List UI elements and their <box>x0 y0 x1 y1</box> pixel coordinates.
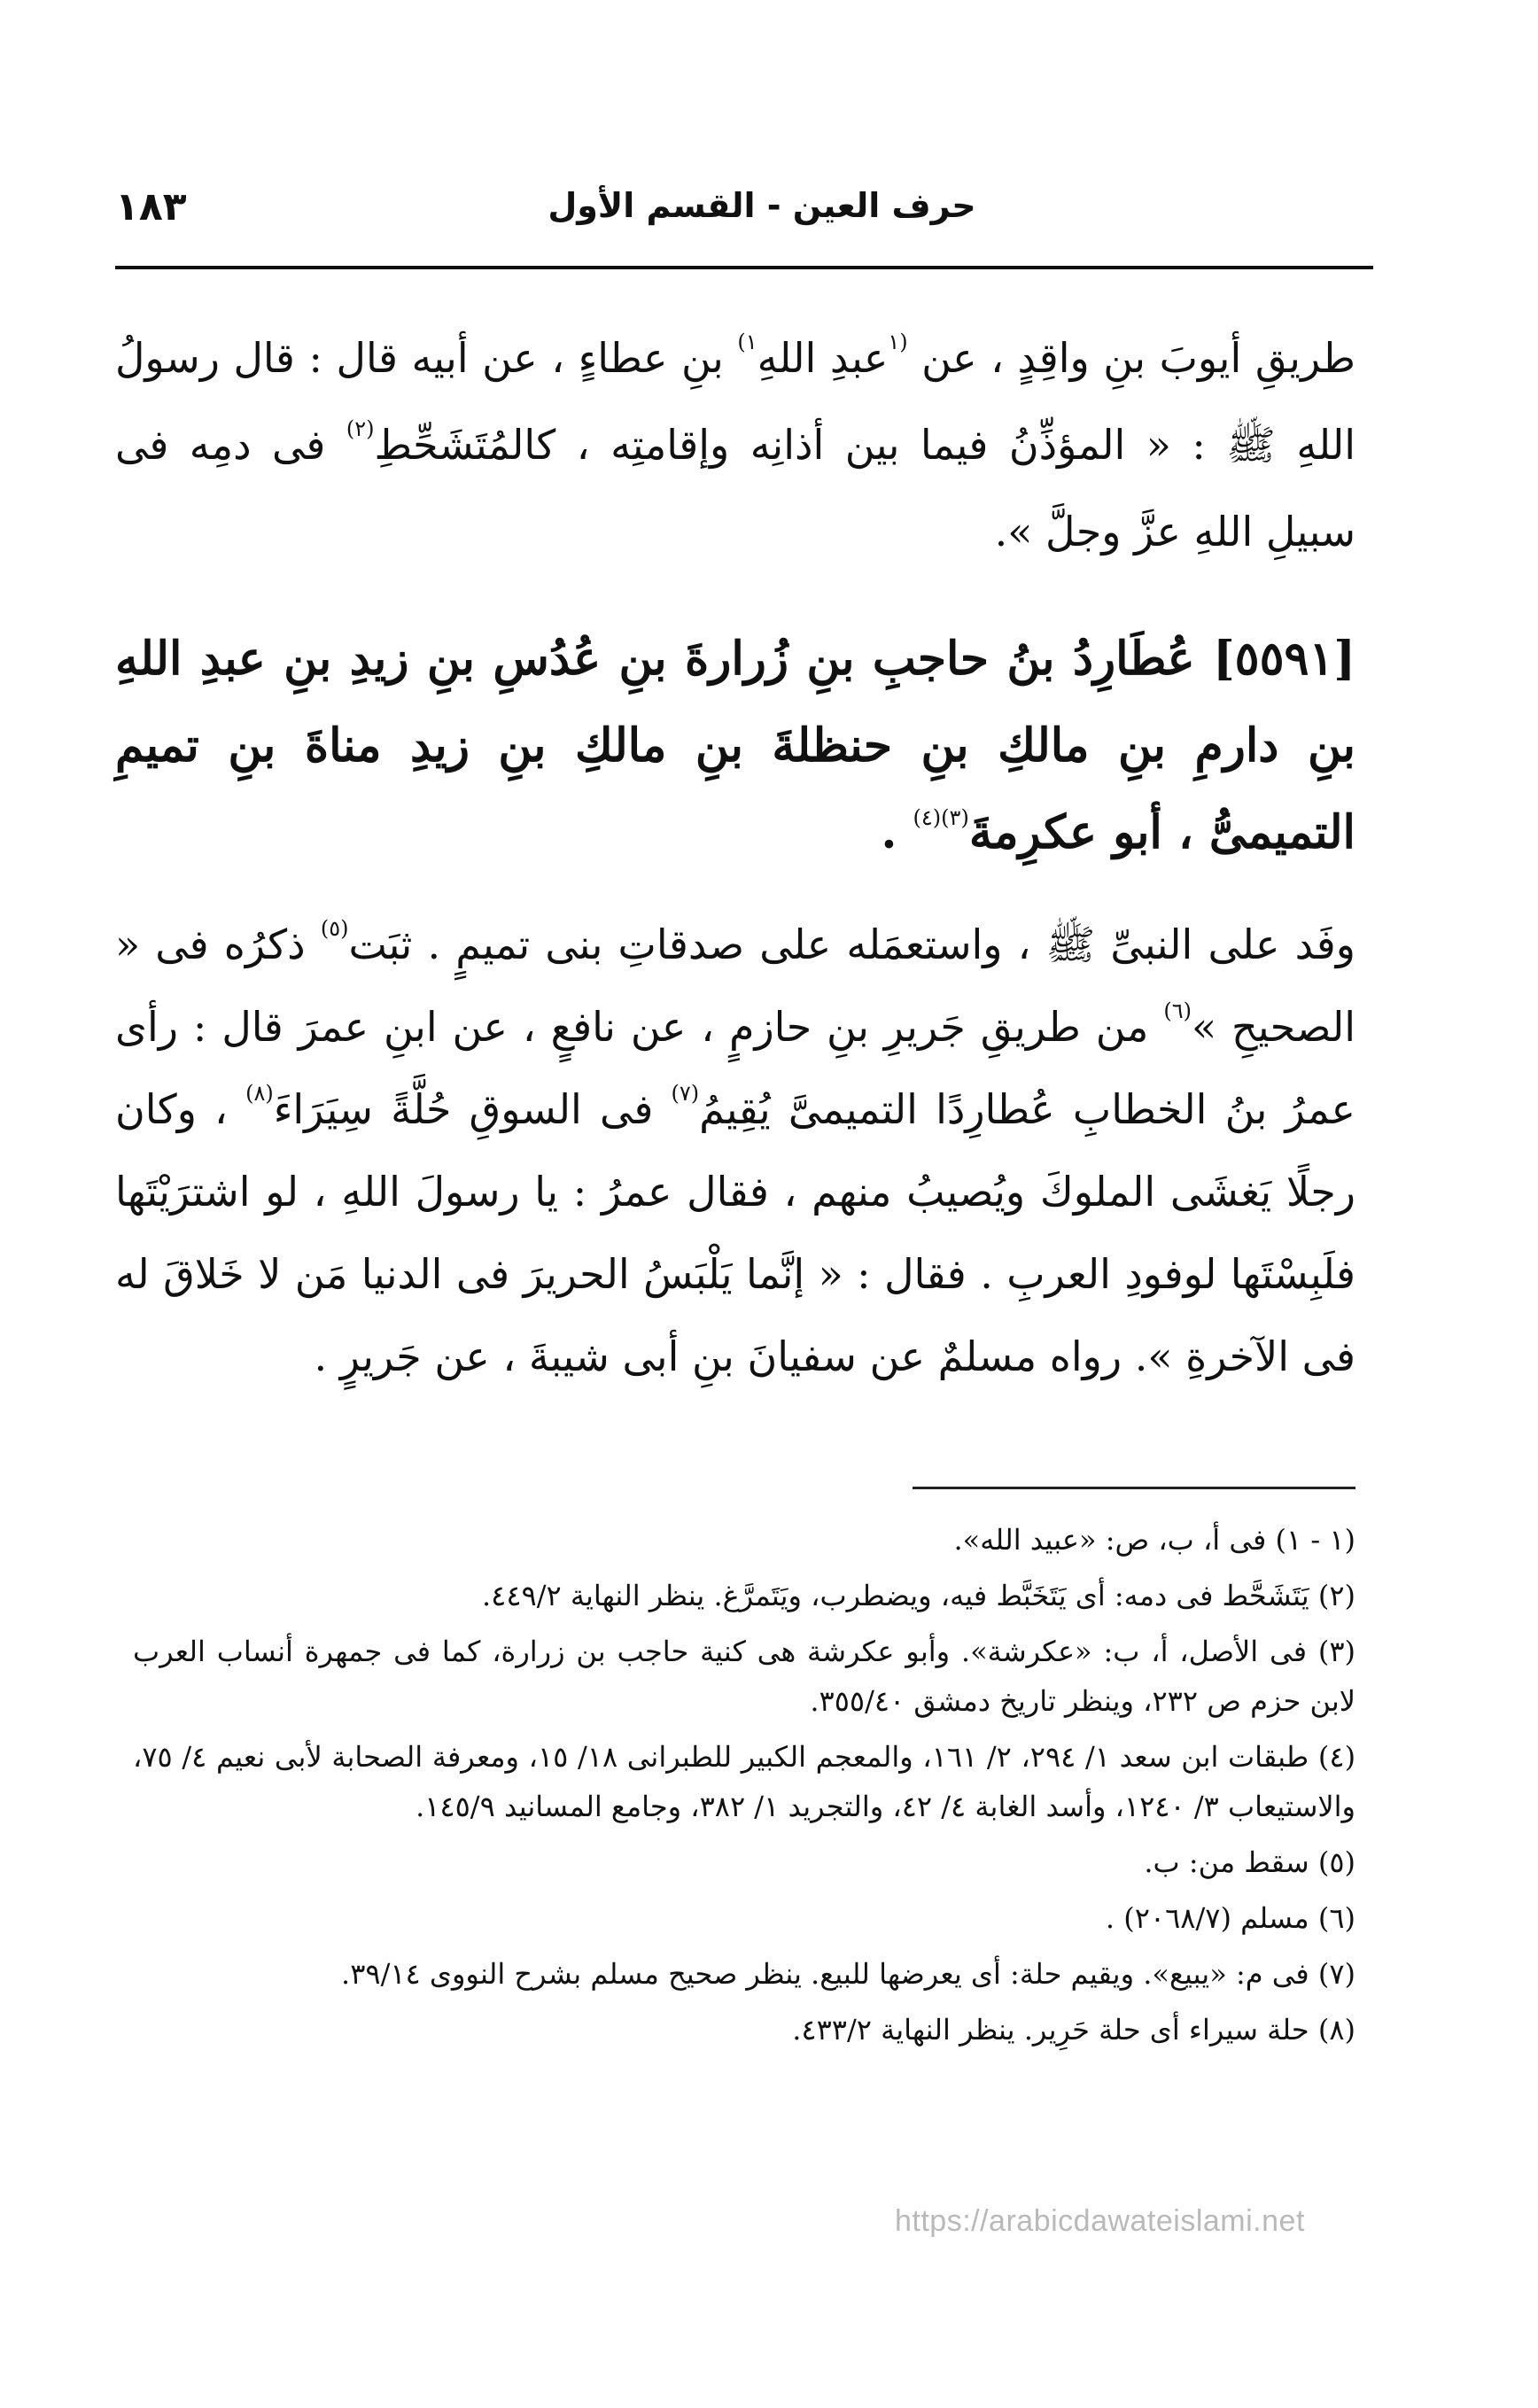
footnote-ref: ١) <box>737 330 757 354</box>
paragraph-text: طريقِ أيوبَ بنِ واقِدٍ ، عن <box>907 334 1355 382</box>
entry-heading-text: [٥٥٩١] عُطَارِدُ بنُ حاجبِ بنِ زُرارةَ بنِ عُدُسِ بنِ زيدِ بنِ عبدِ اللهِ بنِ دارمِ بنِ مالكِ بنِ حنظلةَ بنِ مالكِ بنِ زيدِ مناةَ بنِ تميمِ التميمىُّ ، أبو عكرِمةَ <box>115 632 1355 859</box>
footnote-ref: (٦) <box>1163 998 1192 1023</box>
footnote-ref: (١ <box>888 330 908 354</box>
page-number: ١٨٣ <box>115 184 187 229</box>
entry-heading-end: . <box>881 805 913 859</box>
page-header <box>115 177 1373 257</box>
paragraph-text: بنِ عطاءٍ ، عن أبيه قال : قال رسولُ اللهِ ﷺ : « المؤذِّنُ فيما بين أذانِه وإقامتِه ، كالمُتَشَحِّطِ <box>115 334 1356 469</box>
footnote-item: (٢) يَتَشَحَّط فى دمه: أى يَتَخَبَّط فيه، ويضطرب، ويَتَمرَّغ. ينظر النهاية ٤٤٩/٢. <box>481 1579 1355 1612</box>
paragraph-text: وفَد على النبىِّ ﷺ ، واستعمَله على صدقاتِ بنى تميمٍ . ثبَت <box>348 920 1355 968</box>
footnote-item: (٥) سقط من: ب. <box>1144 1845 1355 1879</box>
footnote-ref: (٤) <box>913 805 942 830</box>
footnote-item: (٧) فى م: «يبيع». ويقيم حلة: أى يعرضها للبيع. ينظر صحيح مسلم بشرح النووى ٣٩/١٤. <box>341 1957 1355 1991</box>
footnote-item: (١ - ١) فى أ، ب، ص: «عبيد الله». <box>953 1523 1355 1557</box>
paragraph-text: من طريقِ جَريرِ بنِ حازمٍ ، عن نافعٍ ، عن ابنِ عمرَ قال : رأى عمرُ بنُ الخطابِ عُطارِدًا التميمىَّ يُقِيمُ <box>115 1003 1355 1133</box>
paragraph-hadith <box>115 315 1355 575</box>
footnote-item: (٣) فى الأصل، أ، ب: «عكرشة». وأبو عكرشة هى كنية حاجب بن زرارة، كما فى جمهرة أنساب العرب لابن حزم ص ٢٣٢، وينظر تاريخ دمشق ٣٥٥/٤٠. <box>133 1635 1355 1718</box>
footnote-ref: (٨) <box>245 1081 274 1106</box>
footnote-ref: (٧) <box>671 1081 700 1106</box>
footnote-item: (٦) مسلم (٢٠٦٨/٧) . <box>1105 1901 1355 1935</box>
footnote-ref: (٣) <box>941 805 969 830</box>
header-rule <box>115 266 1373 269</box>
paragraph-text: فى دمِه فى سبيلِ اللهِ عزَّ وجلَّ ». <box>115 421 1355 555</box>
footnote-ref: (٢) <box>346 416 375 441</box>
paragraph-text: ذكرُه فى « الصحيحِ » <box>115 920 1355 1051</box>
paragraph-text: عبدِ اللهِ <box>757 334 889 382</box>
footnote-separator <box>913 1487 1355 1489</box>
footnote-item: (٨) حلة سيراء أى حلة حَرِير. ينظر النهاية ٤٣٣/٢. <box>792 2013 1355 2047</box>
paragraph-biography <box>115 904 1355 1398</box>
watermark-url: https://arabicdawateislami.net <box>895 2204 1305 2238</box>
footnote-ref: (٥) <box>320 916 349 941</box>
paragraph-text: ، وكان رجلًا يَغشَى الملوكَ ويُصيبُ منهم ، فقال عمرُ : يا رسولَ اللهِ ، لو اشترَيْتَها فلَبِسْتَها لوفودِ العربِ . فقال : « إنَّما يَلْبَسُ الحريرَ فى الدنيا مَن لا خَلاقَ له فى الآخرةِ ». رواه مسلمٌ عن سفيانَ بنِ أبى شيبةَ ، عن جَريرٍ . <box>115 1085 1355 1380</box>
running-title: حرف العين - القسم الأول <box>548 186 976 225</box>
entry-heading <box>115 616 1355 876</box>
paragraph-text: فى السوقِ حُلَّةً سِيَرَاءَ <box>273 1085 672 1133</box>
footnotes <box>133 1515 1355 2061</box>
footnote-item: (٤) طبقات ابن سعد ١/ ٢٩٤، ٢/ ١٦١، والمعجم الكبير للطبرانى ١٨/ ١٥، ومعرفة الصحابة لأبى نعيم ٤/ ٧٥، والاستيعاب ٣/ ١٢٤٠، وأسد الغابة ٤/ ٤٢، والتجريد ١/ ٣٨٢، وجامع المسانيد ١٤٥/٩. <box>133 1740 1356 1823</box>
